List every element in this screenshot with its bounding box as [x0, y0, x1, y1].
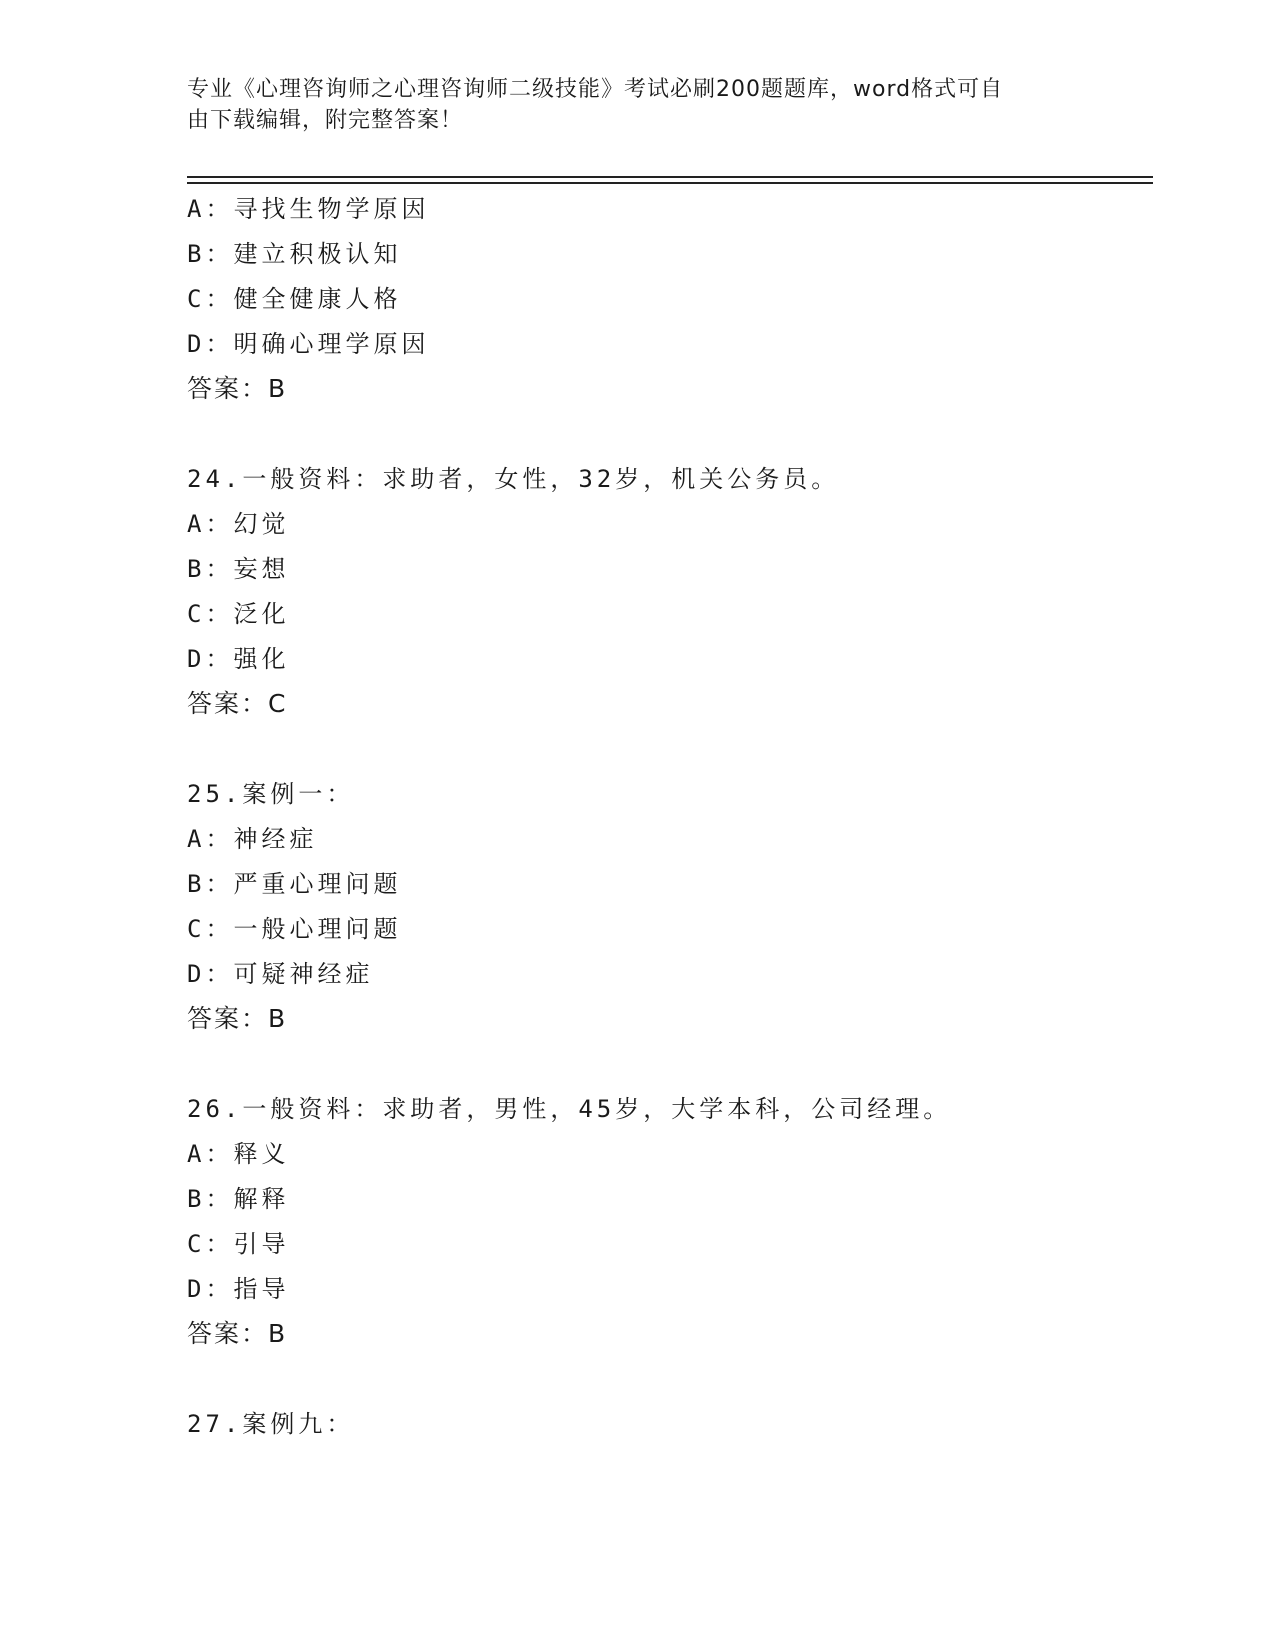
- answer: 答案：C: [187, 689, 288, 718]
- answer: 答案：B: [187, 1004, 288, 1033]
- option-d: D：可疑神经症: [187, 960, 374, 988]
- answer: 答案：B: [187, 374, 288, 403]
- document-header: 专业《心理咨询师之心理咨询师二级技能》考试必刷200题题库，word格式可自 由下载编辑，附完整答案！: [187, 77, 1004, 133]
- option-b: B：解释: [187, 1185, 290, 1213]
- option-a: A：寻找生物学原因: [187, 195, 430, 223]
- option-d: D：明确心理学原因: [187, 330, 430, 358]
- question-stem: 27.案例九：: [187, 1410, 355, 1438]
- option-b: B：严重心理问题: [187, 870, 402, 898]
- question-stem: 25.案例一：: [187, 780, 355, 808]
- option-b: B：建立积极认知: [187, 240, 402, 268]
- option-a: A：神经症: [187, 825, 318, 853]
- option-c: C：泛化: [187, 600, 290, 628]
- option-d: D：强化: [187, 645, 290, 673]
- option-c: C：引导: [187, 1230, 290, 1258]
- option-b: B：妄想: [187, 555, 290, 583]
- option-a: A：释义: [187, 1140, 290, 1168]
- question-stem: 24.一般资料：求助者，女性，32岁，机关公务员。: [187, 465, 840, 493]
- option-c: C：一般心理问题: [187, 915, 402, 943]
- question-stem: 26.一般资料：求助者，男性，45岁，大学本科，公司经理。: [187, 1095, 952, 1123]
- header-rule-top: [187, 176, 1153, 178]
- header-rule-bottom: [187, 182, 1153, 184]
- answer: 答案：B: [187, 1319, 288, 1348]
- option-a: A：幻觉: [187, 510, 290, 538]
- option-c: C：健全健康人格: [187, 285, 402, 313]
- option-d: D：指导: [187, 1275, 290, 1303]
